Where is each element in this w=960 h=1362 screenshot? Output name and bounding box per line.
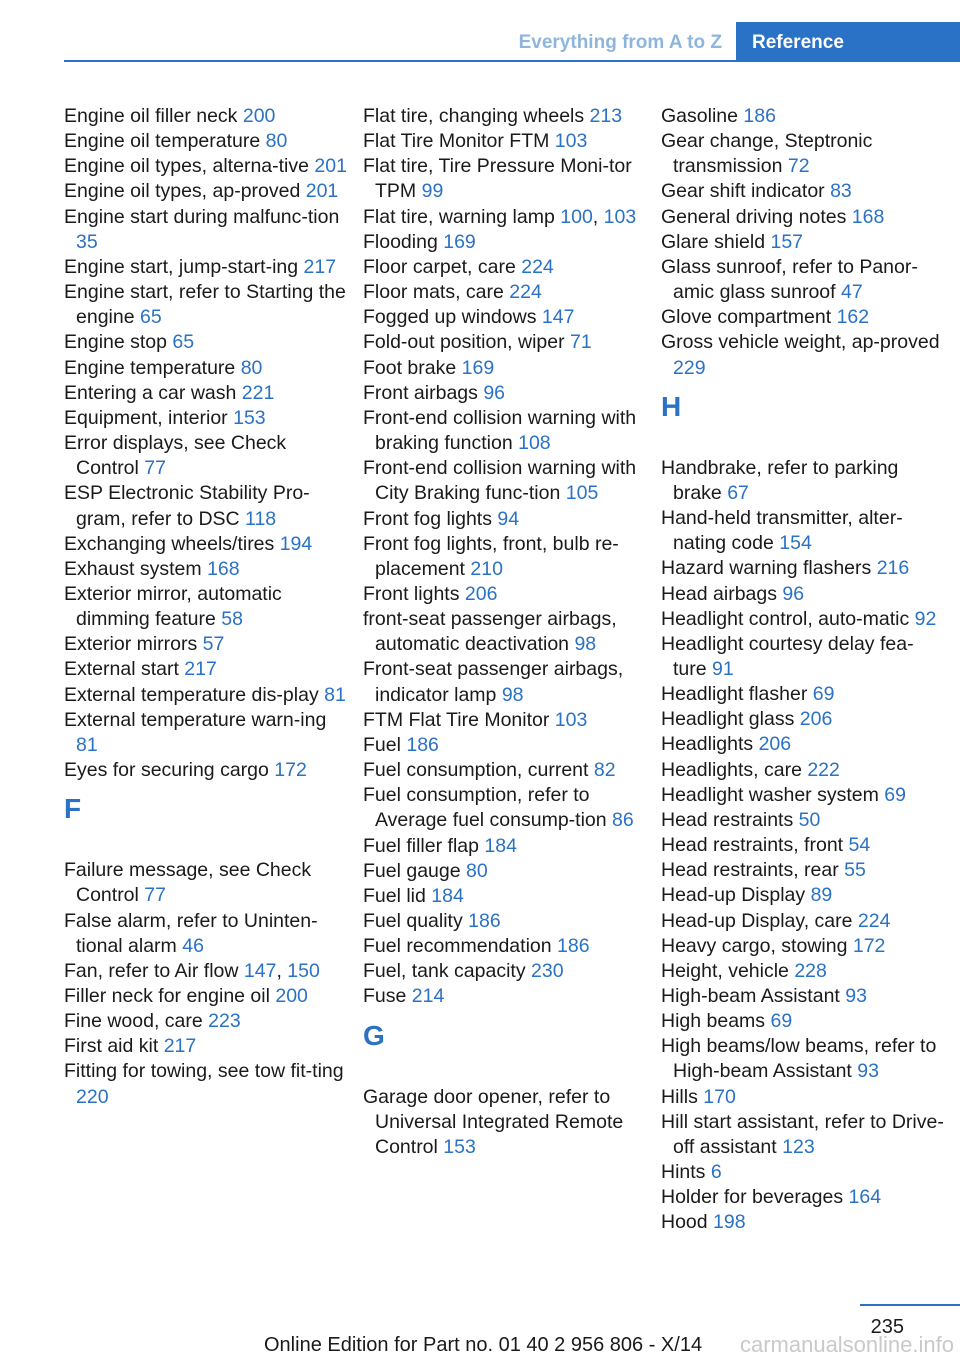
index-entry xyxy=(64,179,350,204)
index-entry-text: Fuel lid xyxy=(363,884,432,907)
index-entry xyxy=(661,104,947,129)
index-entry xyxy=(363,381,649,406)
index-entry-text: Fuse xyxy=(363,985,412,1008)
watermark: carmanualsonline.info xyxy=(739,1332,954,1357)
page-reference-link[interactable]: 186 xyxy=(557,935,590,958)
index-entry-text: High-beam Assistant xyxy=(661,985,846,1007)
page-reference-link[interactable]: 201 xyxy=(305,180,339,203)
index-entry-text: Gear shift indicator xyxy=(661,180,831,203)
index-entry xyxy=(64,683,350,708)
index-entry xyxy=(661,1160,947,1185)
index-entry xyxy=(363,783,649,833)
index-entry xyxy=(661,883,947,908)
page-reference-link[interactable]: 217 xyxy=(184,658,217,681)
index-entry xyxy=(661,1085,947,1110)
page-reference-link[interactable]: 184 xyxy=(431,884,464,907)
page-reference-link[interactable]: 168 xyxy=(207,557,240,580)
page-reference-link[interactable]: 58 xyxy=(221,608,243,631)
index-entry-text: Headlight courtesy delay fea-ture xyxy=(661,632,914,680)
index-entry-text: Engine start, refer to Starting the engine xyxy=(64,281,346,329)
page-reference-link[interactable]: 103 xyxy=(554,130,588,153)
index-entry xyxy=(64,632,350,657)
page-ref-separator: , xyxy=(276,959,288,982)
index-entry-text: Flooding xyxy=(363,230,444,253)
index-entry xyxy=(363,280,649,305)
index-entry-text: Front fog lights, front, bulb re-placement xyxy=(363,532,619,580)
page-reference-link[interactable]: 80 xyxy=(265,130,288,153)
index-entry xyxy=(363,305,649,330)
index-entry-text: High beams/low beams, refer to High-beam Assistant xyxy=(661,1035,937,1083)
page-reference-link[interactable]: 69 xyxy=(884,783,906,806)
index-entry xyxy=(363,708,649,733)
index-entry-text: Fuel consumption, refer to Average fuel consump-tion xyxy=(363,784,613,832)
index-entry-text: Engine stop xyxy=(64,331,173,354)
index-entry xyxy=(661,255,947,305)
index-entry xyxy=(661,632,947,682)
index-entry-text: Error displays, see Check Control xyxy=(64,432,287,480)
page-reference-link[interactable]: 224 xyxy=(521,255,554,278)
page-reference-link[interactable]: 217 xyxy=(303,255,337,278)
page-reference-link[interactable]: 98 xyxy=(574,633,597,656)
page-reference-link[interactable]: 153 xyxy=(233,406,266,429)
index-entry xyxy=(64,708,350,758)
page-ref-separator: , xyxy=(592,205,604,228)
index-entry-text: Front-seat passenger airbags, indicator lamp xyxy=(363,658,624,706)
page-reference-link[interactable]: 150 xyxy=(287,959,320,982)
index-entry xyxy=(64,104,350,129)
index-entry xyxy=(64,381,350,406)
index-entry xyxy=(661,934,947,959)
page-reference-link[interactable]: 206 xyxy=(799,708,833,731)
index-entry-text: Floor carpet, care xyxy=(363,255,522,278)
page-reference-link[interactable]: 98 xyxy=(501,683,524,706)
index-entry-text: High beams xyxy=(661,1010,771,1033)
page-reference-link[interactable]: 92 xyxy=(914,607,937,630)
page-reference-link[interactable]: 96 xyxy=(483,381,506,404)
index-entry xyxy=(661,179,947,204)
index-entry-text: Eyes for securing cargo xyxy=(64,759,275,782)
index-entry-text: Headlight control, auto-matic xyxy=(661,607,915,630)
page-reference-link[interactable]: 210 xyxy=(470,557,503,580)
index-entry-text: Engine start, jump-start-ing xyxy=(64,255,304,278)
page-reference-link[interactable]: 153 xyxy=(443,1135,476,1158)
page-reference-link[interactable]: 168 xyxy=(851,205,885,228)
page-reference-link[interactable]: 217 xyxy=(163,1035,197,1058)
index-entry-text: Failure message, see Check Control xyxy=(64,859,312,907)
index-entry-text: Exterior mirrors xyxy=(64,633,203,656)
index-entry-text: Fine wood, care xyxy=(64,1010,209,1033)
index-entry xyxy=(661,1110,947,1160)
index-entry-text: Flat tire, changing wheels xyxy=(363,105,590,127)
page-reference-link[interactable]: 164 xyxy=(848,1186,882,1209)
index-entry xyxy=(363,532,649,582)
index-entry xyxy=(363,959,649,984)
index-entry xyxy=(661,707,947,732)
page-reference-link[interactable]: 224 xyxy=(509,281,542,304)
page-reference-link[interactable]: 172 xyxy=(274,759,307,782)
index-entry xyxy=(64,481,350,531)
page-reference-link[interactable]: 72 xyxy=(787,155,810,178)
index-entry xyxy=(64,431,350,481)
index-entry-text: Filler neck for engine oil xyxy=(64,985,276,1007)
index-entry xyxy=(363,406,649,456)
index-entry-text: Flat tire, Tire Pressure Moni-tor TPM xyxy=(363,155,632,203)
page-reference-link[interactable]: 230 xyxy=(531,960,564,983)
page-reference-link[interactable]: 147 xyxy=(541,306,575,329)
index-entry xyxy=(363,657,649,707)
page-reference-link[interactable]: 186 xyxy=(406,733,439,756)
index-entry xyxy=(64,280,350,330)
index-entry-text: Engine oil temperature xyxy=(64,130,266,153)
index-entry-text: Gear change, Steptronic transmission xyxy=(661,130,873,178)
index-entry xyxy=(661,909,947,934)
index-entry xyxy=(363,356,649,381)
index-entry-text: Hills xyxy=(661,1085,704,1108)
index-entry-text: Headlight flasher xyxy=(661,683,813,706)
footer-rule xyxy=(860,1304,960,1306)
page-reference-link[interactable]: 55 xyxy=(844,859,866,882)
index-entry xyxy=(363,934,649,959)
index-entry xyxy=(661,1185,947,1210)
index-entry-text: Fan, refer to Air flow xyxy=(64,959,244,982)
page-reference-link[interactable]: 80 xyxy=(466,859,488,882)
index-entry xyxy=(64,129,350,154)
page-reference-link[interactable]: 194 xyxy=(279,532,313,555)
header-rule xyxy=(64,60,960,62)
page-reference-link[interactable]: 169 xyxy=(443,230,476,253)
page-reference-link[interactable]: 35 xyxy=(76,230,98,253)
index-entry xyxy=(64,1034,350,1059)
index-entry xyxy=(64,984,350,1009)
page-reference-link[interactable]: 220 xyxy=(76,1085,109,1108)
page-reference-link[interactable]: 123 xyxy=(782,1135,815,1158)
index-entry-text: Glass sunroof, refer to Panor-amic glass sunroof xyxy=(661,255,918,304)
index-entry xyxy=(363,884,649,909)
index-entry-text: Glare shield xyxy=(661,230,771,253)
page-header xyxy=(0,0,960,62)
index-entry-text: Garage door opener, refer to Universal Integrated Remote Control xyxy=(363,1085,624,1158)
index-entry-text: Fuel xyxy=(363,733,407,756)
page-reference-link[interactable]: 170 xyxy=(703,1085,736,1108)
index-entry xyxy=(64,205,350,255)
header-section-title: Everything from A to Z xyxy=(518,32,722,53)
page-reference-link[interactable]: 50 xyxy=(798,808,821,831)
index-entry xyxy=(661,984,947,1009)
index-entry-text: Glove compartment xyxy=(661,306,837,329)
index-entry-text: General driving notes xyxy=(661,205,852,228)
page-reference-link[interactable]: 69 xyxy=(812,683,835,706)
index-entry xyxy=(661,330,947,380)
page-reference-link[interactable]: 172 xyxy=(852,934,886,957)
index-entry-text: Engine temperature xyxy=(64,356,241,379)
index-entry-text: Entering a car wash xyxy=(64,381,242,404)
index-entry xyxy=(64,532,350,557)
section-letter-block xyxy=(363,1010,649,1085)
index-entry-text: Front fog lights xyxy=(363,507,498,530)
index-entry-text: front-seat passenger airbags, automatic deactivation xyxy=(363,608,617,656)
page-reference-link[interactable]: 184 xyxy=(484,834,517,857)
index-entry-text: First aid kit xyxy=(64,1035,164,1058)
index-entry xyxy=(64,657,350,682)
page-number: 235 xyxy=(870,1316,904,1338)
index-entry xyxy=(661,607,947,632)
index-entry-text: Front airbags xyxy=(363,381,484,404)
index-entry xyxy=(661,1210,947,1235)
page-reference-link[interactable]: 224 xyxy=(857,909,891,932)
page-reference-link[interactable]: 108 xyxy=(518,432,551,455)
index-entry-text: Headlight washer system xyxy=(661,783,885,806)
page-reference-link[interactable]: 46 xyxy=(182,934,204,957)
page-reference-link[interactable]: 67 xyxy=(727,481,749,504)
index-entry xyxy=(661,205,947,230)
index-entry xyxy=(363,909,649,934)
index-entry xyxy=(363,984,649,1009)
page-reference-link[interactable]: 213 xyxy=(589,105,623,127)
index-entry xyxy=(363,733,649,758)
section-letter: G xyxy=(363,1019,385,1051)
page-reference-link[interactable]: 186 xyxy=(468,910,501,932)
page-reference-link[interactable]: 93 xyxy=(845,985,867,1007)
page-reference-link[interactable]: 57 xyxy=(202,633,225,656)
index-entry-text: Head restraints, front xyxy=(661,834,849,857)
page-reference-link[interactable]: 221 xyxy=(241,381,275,404)
index-entry-text: Headlights xyxy=(661,733,759,756)
index-entry xyxy=(363,1085,649,1160)
page-reference-link[interactable]: 228 xyxy=(794,959,827,982)
index-entry xyxy=(363,255,649,280)
page-reference-link[interactable]: 229 xyxy=(673,356,706,379)
index-entry xyxy=(363,507,649,532)
index-entry-text: Engine oil filler neck xyxy=(64,105,243,127)
index-entry xyxy=(363,758,649,783)
page-reference-link[interactable]: 96 xyxy=(782,582,805,605)
page-reference-link[interactable]: 91 xyxy=(712,657,734,680)
index-entry-text: Fuel quality xyxy=(363,910,469,932)
index-entry xyxy=(363,834,649,859)
edition-footer: Online Edition for Part no. 01 40 2 956 806 - X/14 xyxy=(264,1334,703,1356)
index-entry xyxy=(64,909,350,959)
index-entry xyxy=(64,330,350,355)
index-entry-text: Floor mats, care xyxy=(363,281,510,304)
index-entry-text: Headlights, care xyxy=(661,758,808,781)
page-reference-link[interactable]: 198 xyxy=(713,1211,746,1234)
page-reference-link[interactable]: 206 xyxy=(464,582,498,605)
index-entry-text: Headlight glass xyxy=(661,708,800,731)
index-column-1 xyxy=(64,104,350,1110)
index-entry-text: Holder for beverages xyxy=(661,1186,849,1209)
page-reference-link[interactable]: 186 xyxy=(743,105,776,127)
page-reference-link[interactable]: 222 xyxy=(807,758,840,781)
index-entry xyxy=(661,732,947,757)
index-entry xyxy=(363,330,649,355)
page-reference-link[interactable]: 83 xyxy=(830,180,852,203)
index-entry-text: Fuel consumption, current xyxy=(363,759,594,782)
page-reference-link[interactable]: 223 xyxy=(208,1010,241,1033)
index-entry xyxy=(661,230,947,255)
page-reference-link[interactable]: 89 xyxy=(810,884,833,907)
page-reference-link[interactable]: 118 xyxy=(245,507,277,530)
index-entry-text: Fuel gauge xyxy=(363,859,466,882)
index-entry xyxy=(64,154,350,179)
section-letter: F xyxy=(64,793,82,825)
index-column-3 xyxy=(661,104,947,1236)
page-reference-link[interactable]: 65 xyxy=(172,331,195,354)
header-tab-reference: Reference xyxy=(736,22,960,62)
index-entry-text: Fold-out position, wiper xyxy=(363,331,571,354)
page-reference-link[interactable]: 154 xyxy=(779,532,812,555)
index-entry-text: Fuel, tank capacity xyxy=(363,960,531,983)
page-reference-link[interactable]: 206 xyxy=(758,733,792,756)
page-reference-link[interactable]: 47 xyxy=(841,281,863,304)
index-entry xyxy=(661,456,947,506)
index-entry xyxy=(363,582,649,607)
index-entry-text: Engine start during malfunc-tion xyxy=(64,205,340,228)
index-entry-text: Fuel filler flap xyxy=(363,834,485,857)
page-reference-link[interactable]: 157 xyxy=(770,230,804,253)
index-entry-text: Equipment, interior xyxy=(64,406,234,429)
index-entry-text: Head restraints, rear xyxy=(661,859,845,882)
index-entry xyxy=(661,808,947,833)
page-reference-link[interactable]: 147 xyxy=(243,959,277,982)
index-entry-text: Hints xyxy=(661,1161,711,1184)
index-entry-text: ESP Electronic Stability Pro-gram, refer to DSC xyxy=(64,482,310,530)
section-letter-block xyxy=(661,381,947,456)
index-entry xyxy=(661,858,947,883)
page-reference-link[interactable]: 86 xyxy=(612,809,634,832)
index-entry xyxy=(64,1059,350,1109)
index-entry xyxy=(661,1009,947,1034)
page-reference-link[interactable]: 69 xyxy=(770,1010,793,1033)
index-entry-text: Gross vehicle weight, ap-proved xyxy=(661,331,940,354)
index-entry-text: Head restraints xyxy=(661,808,799,831)
page-reference-link[interactable]: 81 xyxy=(76,733,98,756)
page-reference-link[interactable]: 80 xyxy=(240,356,263,379)
page-reference-link[interactable]: 77 xyxy=(144,884,166,907)
page-reference-link[interactable]: 103 xyxy=(603,205,637,228)
index-entry xyxy=(64,758,350,783)
page-reference-link[interactable]: 99 xyxy=(421,180,444,203)
page-reference-link[interactable]: 94 xyxy=(497,507,520,530)
index-entry xyxy=(661,305,947,330)
index-entry xyxy=(363,859,649,884)
index-entry-text: Fitting for towing, see tow fit-ting xyxy=(64,1060,344,1083)
page-reference-link[interactable]: 162 xyxy=(836,306,870,329)
index-entry xyxy=(661,129,947,179)
index-entry-text: Fogged up windows xyxy=(363,306,542,329)
index-entry xyxy=(661,783,947,808)
index-entry-text: External temperature dis-play xyxy=(64,683,325,706)
page-reference-link[interactable]: 103 xyxy=(554,708,588,731)
index-entry xyxy=(363,104,649,129)
index-entry-text: Engine oil types, ap-proved xyxy=(64,180,306,203)
index-entry-text: Flat tire, warning lamp xyxy=(363,205,561,228)
index-entry-text: Hand-held transmitter, alter-nating code xyxy=(661,507,903,555)
page-reference-link[interactable]: 6 xyxy=(710,1161,722,1184)
index-entry xyxy=(363,230,649,255)
page-reference-link[interactable]: 216 xyxy=(876,557,910,580)
index-entry-text: Front-end collision warning with braking function xyxy=(363,406,637,455)
page-reference-link[interactable]: 65 xyxy=(139,306,162,329)
index-entry xyxy=(64,858,350,908)
index-entry-text: False alarm, refer to Uninten-tional alarm xyxy=(64,909,318,957)
index-entry xyxy=(363,456,649,506)
index-entry xyxy=(363,129,649,154)
index-entry xyxy=(661,682,947,707)
index-entry-text: Foot brake xyxy=(363,356,462,379)
index-entry-text: Head-up Display xyxy=(661,884,811,907)
page-reference-link[interactable]: 100 xyxy=(560,205,593,228)
index-entry xyxy=(661,582,947,607)
index-entry xyxy=(363,205,649,230)
section-letter-block xyxy=(64,783,350,858)
index-entry xyxy=(661,556,947,581)
index-entry-text: Hazard warning flashers xyxy=(661,557,877,580)
index-entry xyxy=(64,557,350,582)
index-entry xyxy=(363,154,649,204)
index-entry-text: Hill start assistant, refer to Drive-off assistant xyxy=(661,1110,944,1158)
index-entry xyxy=(363,607,649,657)
index-entry xyxy=(661,833,947,858)
index-entry-text: External start xyxy=(64,658,185,681)
index-entry-text: Hood xyxy=(661,1211,714,1234)
index-column-2 xyxy=(363,104,649,1160)
index-entry xyxy=(64,582,350,632)
index-entry-text: External temperature warn-ing xyxy=(64,708,327,731)
index-entry-text: Height, vehicle xyxy=(661,959,795,982)
page-reference-link[interactable]: 54 xyxy=(848,834,871,857)
page-reference-link[interactable]: 81 xyxy=(324,683,346,706)
page-reference-link[interactable]: 214 xyxy=(411,985,445,1008)
index-entry xyxy=(64,1009,350,1034)
index-entry-text: Exterior mirror, automatic dimming feature xyxy=(64,582,282,631)
index-entry-text: Head-up Display, care xyxy=(661,909,858,932)
section-letter: H xyxy=(661,390,682,422)
page-reference-link[interactable]: 200 xyxy=(275,985,308,1007)
page-reference-link[interactable]: 169 xyxy=(461,356,495,379)
index-entry-text: Gasoline xyxy=(661,105,744,127)
index-entry-text: Front-end collision warning with City Braking func-tion xyxy=(363,457,637,505)
index-entry-text: Head airbags xyxy=(661,582,783,605)
index-entry-text: Exchanging wheels/tires xyxy=(64,532,280,555)
index-entry xyxy=(661,506,947,556)
page-reference-link[interactable]: 201 xyxy=(314,155,347,178)
index-entry xyxy=(661,758,947,783)
page-reference-link[interactable]: 93 xyxy=(857,1060,879,1083)
index-entry-text: Front lights xyxy=(363,582,465,605)
index-entry-text: Exhaust system xyxy=(64,557,208,580)
index-entry xyxy=(64,255,350,280)
index-entry xyxy=(64,959,350,984)
index-entry xyxy=(64,406,350,431)
index-entry-text: Engine oil types, alterna-tive xyxy=(64,155,315,178)
index-entry-text: FTM Flat Tire Monitor xyxy=(363,708,555,731)
index-entry xyxy=(661,1034,947,1084)
index-entry-text: Handbrake, refer to parking brake xyxy=(661,456,899,504)
page-reference-link[interactable]: 200 xyxy=(242,105,276,127)
index-entry-text: Flat Tire Monitor FTM xyxy=(363,130,555,153)
page-reference-link[interactable]: 77 xyxy=(144,457,166,480)
index-entry xyxy=(661,959,947,984)
index-entry xyxy=(64,356,350,381)
page-reference-link[interactable]: 71 xyxy=(570,331,592,354)
index-entry-text: Heavy cargo, stowing xyxy=(661,934,853,957)
page-reference-link[interactable]: 105 xyxy=(565,482,599,505)
page-reference-link[interactable]: 82 xyxy=(593,759,616,782)
index-entry-text: Fuel recommendation xyxy=(363,935,558,958)
